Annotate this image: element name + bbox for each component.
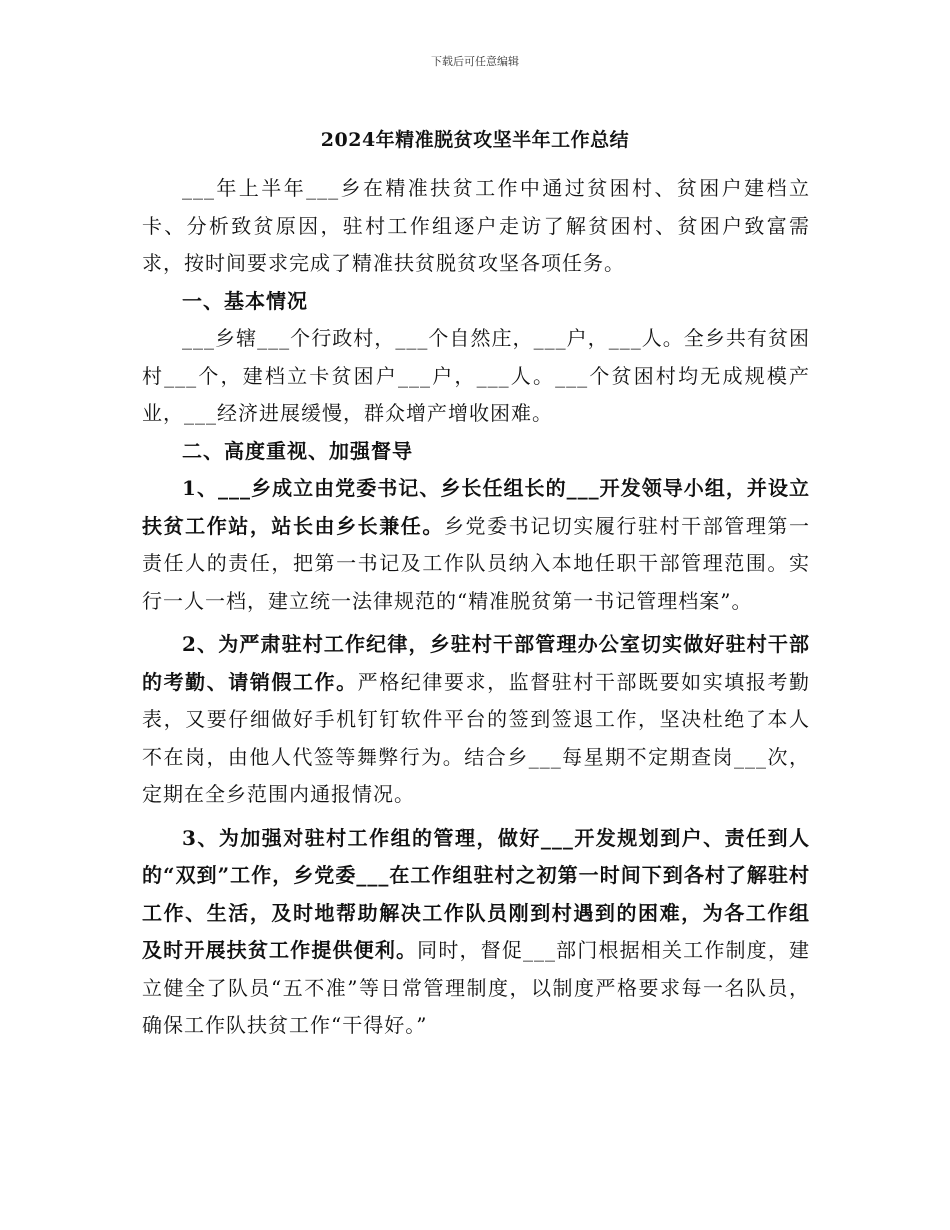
item-2-paragraph: [142, 626, 810, 814]
intro-paragraph: ___年上半年___乡在精准扶贫工作中通过贫困村、贫困户建档立卡、分析致贫原因，驻村工作组逐户走访了解贫困村、贫困户致富需求，按时间要求完成了精准扶贫脱贫攻坚各项任务。: [142, 176, 810, 275]
document-body: [142, 170, 810, 1045]
item-2-bold-lead: 2、为严肃驻村工作纪律，乡驻村干部管理办公室切实做好驻村干部的考勤、请销假工作。: [142, 632, 810, 694]
section-basic-paragraph: ___乡辖___个行政村，___个自然庄，___户，___人。全乡共有贫困村___个，建档立卡贫困户___户，___人。___个贫困村均无成规模产业，___经济进展缓慢，群众增产增收困难。: [142, 326, 810, 425]
item-2-text: 严格纪律要求，监督驻村干部既要如实填报考勤表，又要仔细做好手机钉钉软件平台的签到签退工作，坚决杜绝了本人不在岗，由他人代签等舞弊行为。结合乡___每星期不定期查岗___次，定期在全乡范围内通报情况。: [142, 669, 811, 806]
item-3-paragraph: [142, 820, 810, 1045]
header-note: 下载后可任意编辑: [431, 55, 519, 68]
section-heading-supervision: 二、高度重视、加强督导: [182, 438, 413, 463]
item-1-bold-lead: 1、___乡成立由党委书记、乡长任组长的___开发领导小组，并设立扶贫工作站，站长由乡长兼任。: [142, 476, 810, 538]
item-3-text: 同时，督促___部门根据相关工作制度，建立健全了队员“五不准”等日常管理制度，以制度严格要求每一名队员，确保工作队扶贫工作“干得好。”: [142, 938, 811, 1037]
document-title: 2024年精准脱贫攻坚半年工作总结: [320, 129, 630, 151]
item-1-text: 乡党委书记切实履行驻村干部管理第一责任人的责任，把第一书记及工作队员纳入本地任职干部管理范围。实行一人一档，建立统一法律规范的“精准脱贫第一书记管理档案”。: [142, 513, 811, 613]
item-3-bold-lead: 3、为加强对驻村工作组的管理，做好___开发规划到户、责任到人的“双到”工作，乡党委___在工作组驻村之初第一时间下到各村了解驻村工作、生活，及时地帮助解决工作队员刚到村遇到的困难，为各工作组及时开展扶贫工作提供便利。: [142, 825, 810, 962]
section-heading-basic: 一、基本情况: [182, 288, 308, 313]
item-1-paragraph: [142, 470, 810, 620]
